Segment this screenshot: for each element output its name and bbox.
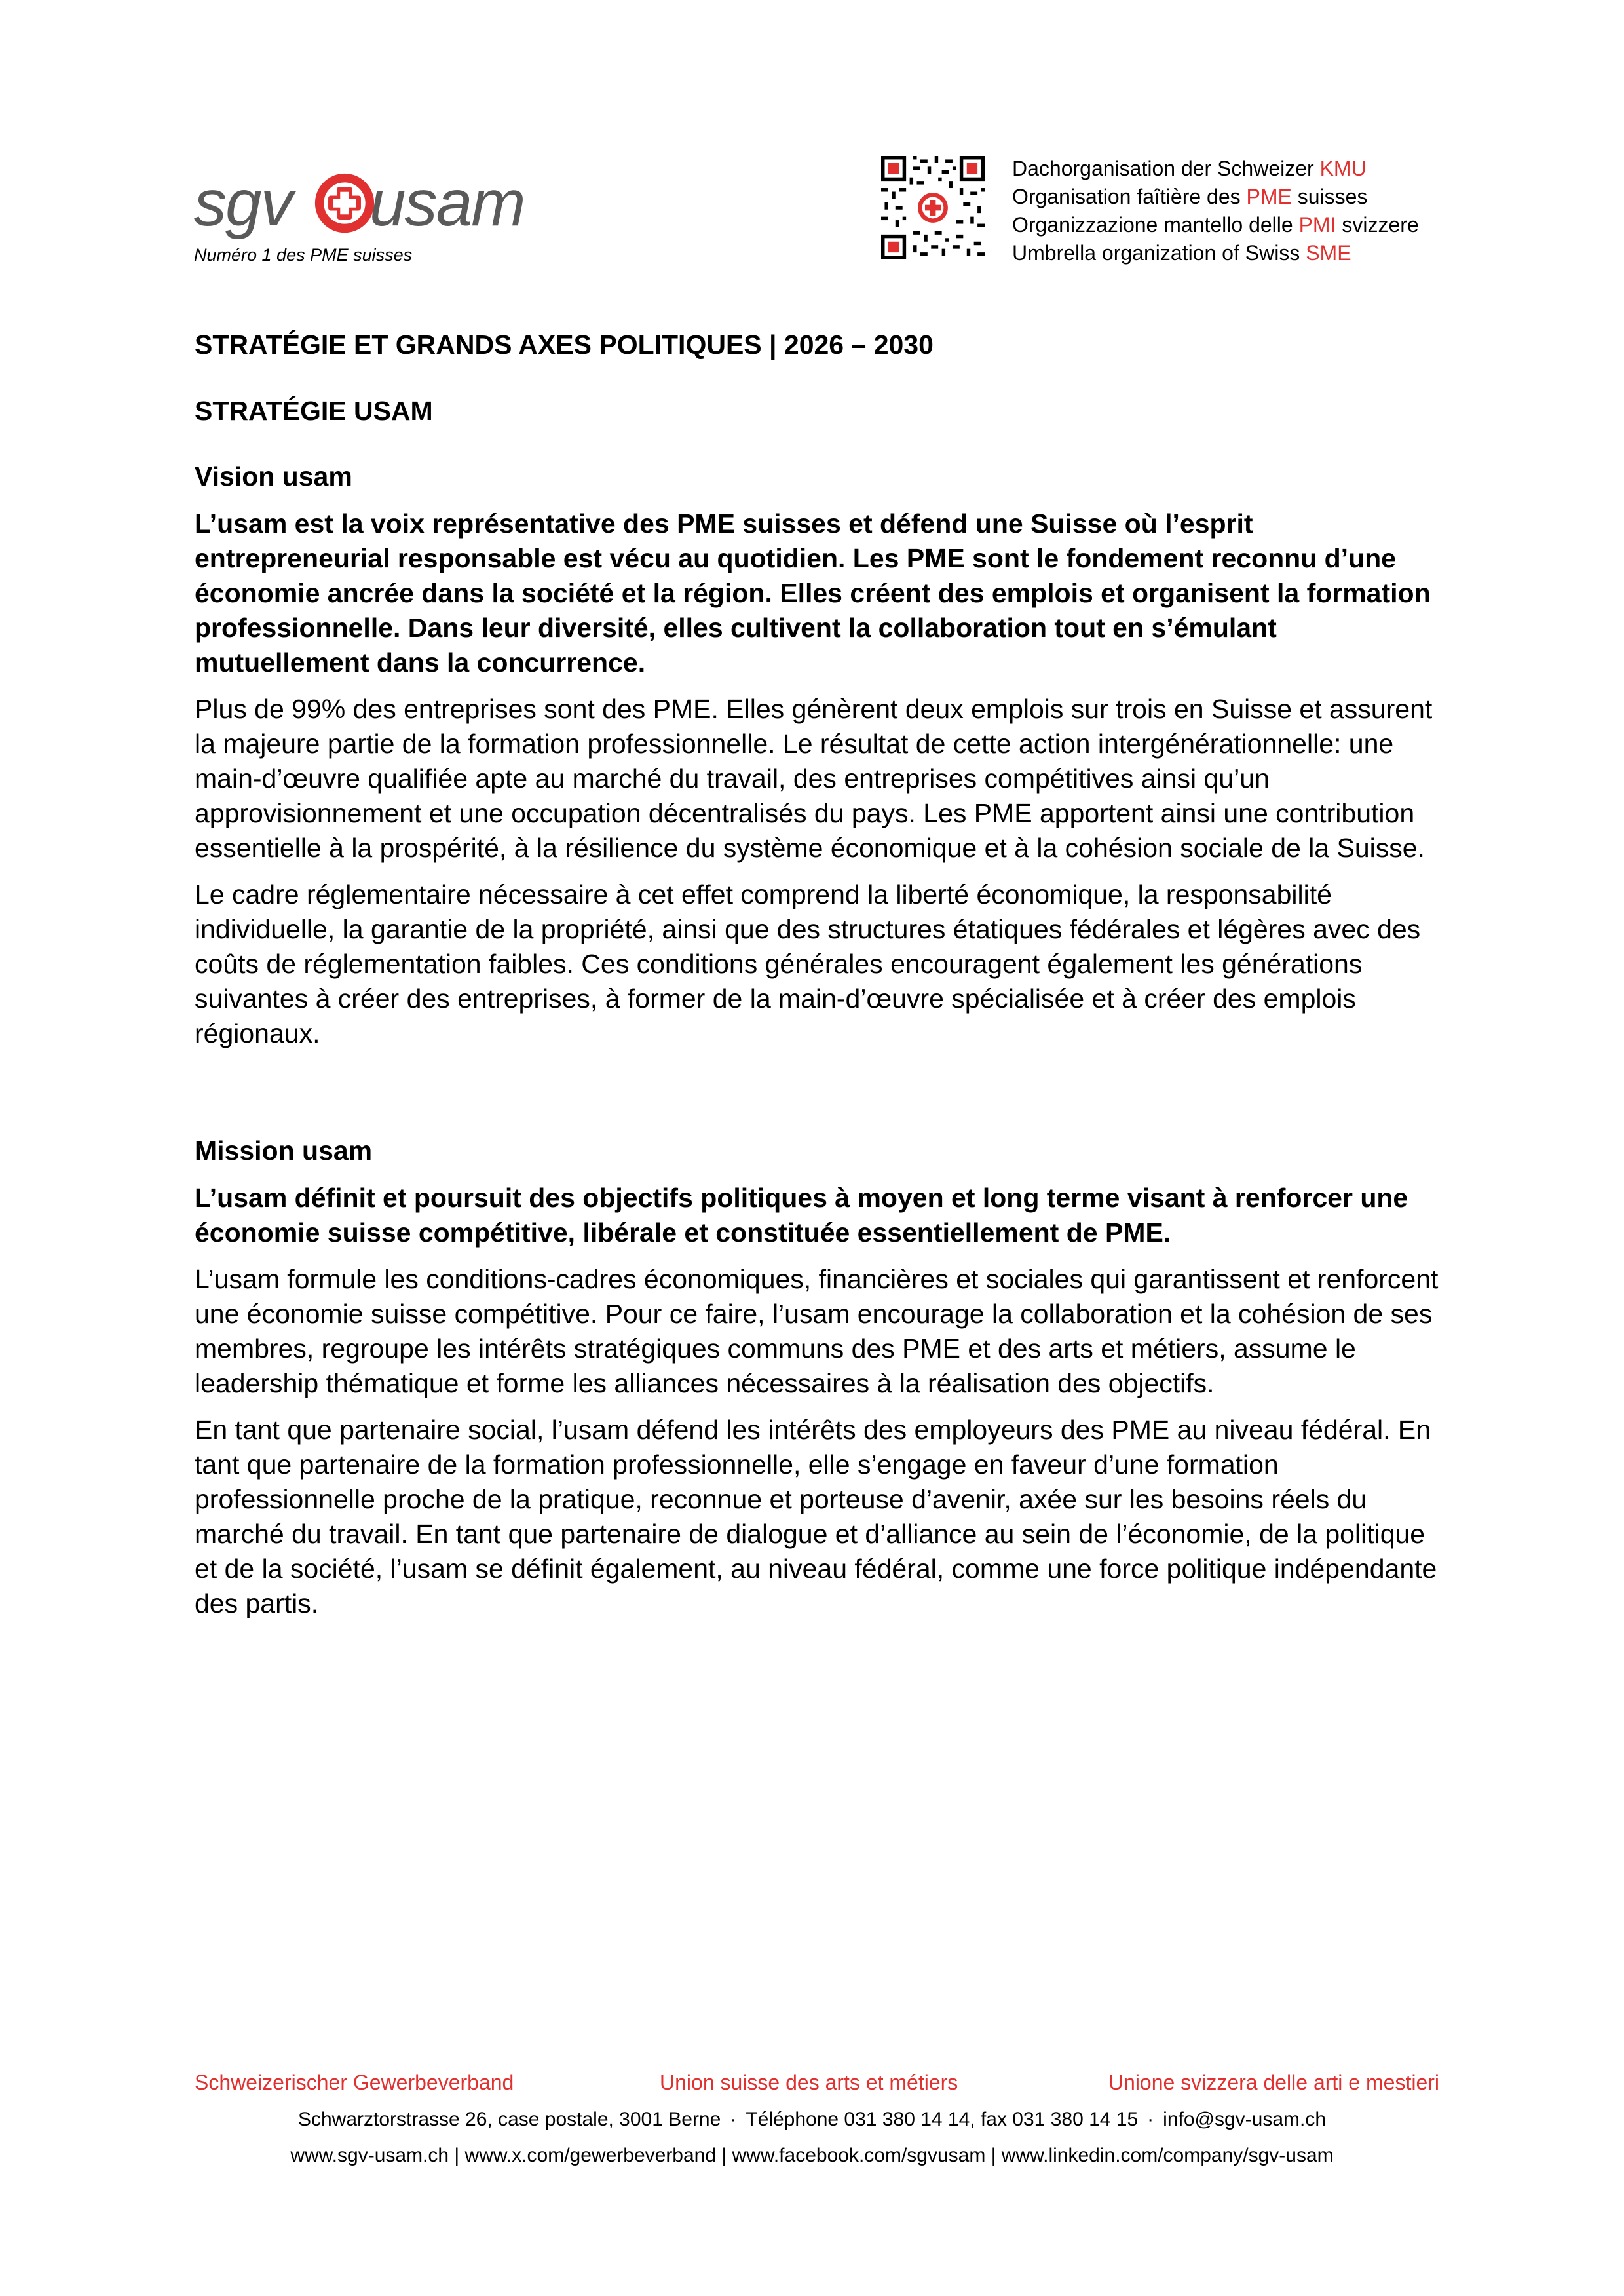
mission-lead: L’usam définit et poursuit des objectifs politiques à moyen et long terme visant à renforcer une économie suisse compétitive, libérale et constituée essentiellement de PME.: [195, 1183, 1408, 1248]
swiss-cross-logo-icon: [313, 172, 376, 235]
document-body: [195, 328, 1446, 1621]
vision-paragraph: Plus de 99% des entreprises sont des PME. Elles génèrent deux emplois sur trois en Suisse et assurent la majeure partie de la formation professionnelle. Le résultat de cette action intergénérationnelle: une main-d’œuvre qualifiée apte au marché du travail, des entreprises compétitives ainsi qu’un approvisionnement et une occupation décentralisés du pays. Les PME apportent ainsi une contribution essentielle à la prospérité, à la résilience du système économique et à la cohésion sociale de la Suisse.: [195, 694, 1433, 863]
qr-code-icon: [881, 156, 985, 259]
mission-heading: Mission usam: [195, 1136, 373, 1166]
footer-org-it: Unione svizzera delle arti e mestieri: [1108, 2071, 1439, 2094]
footer-separator: ·: [1147, 2109, 1154, 2130]
footer-address: Schwarztorstrasse 26, case postale, 3001 Berne: [297, 2109, 721, 2130]
section-title: STRATÉGIE USAM: [195, 396, 433, 426]
footer-organizations: [195, 2071, 1439, 2100]
footer-web-links[interactable]: www.sgv-usam.ch | www.x.com/gewerbeverband | www.facebook.com/sgvusam | www.linkedin.com/company/sgv-usam: [290, 2145, 1334, 2166]
footer-email-link[interactable]: info@sgv-usam.ch: [1163, 2109, 1327, 2130]
letterhead: [0, 0, 1624, 288]
org-line-en: Umbrella organization of Swiss SME: [1012, 241, 1351, 265]
org-line-de: Dachorganisation der Schweizer KMU: [1012, 157, 1367, 180]
footer-separator: ·: [730, 2109, 737, 2130]
org-line-fr: Organisation faîtière des PME suisses: [1012, 185, 1368, 208]
vision-lead: L’usam est la voix représentative des PME suisses et défend une Suisse où l’esprit entrepreneurial responsable est vécu au quotidien. Les PME sont le fondement reconnu d’une économie ancrée dans la société et la région. Elles créent des emplois et organisent la formation professionnelle. Dans leur diversité, elles cultivent la collaboration tout en s’émulant mutuellement dans la concurrence.: [195, 508, 1431, 678]
footer-phone: Téléphone 031 380 14 14, fax 031 380 14 15: [746, 2109, 1139, 2130]
footer-org-fr: Union suisse des arts et métiers: [660, 2071, 958, 2094]
footer-contact: [0, 2107, 1624, 2133]
org-line-it: Organizzazione mantello delle PMI svizzere: [1012, 213, 1419, 237]
organization-names: [1012, 155, 1471, 267]
footer-org-de: Schweizerischer Gewerbeverband: [195, 2071, 514, 2094]
vision-paragraph: Le cadre réglementaire nécessaire à cet effet comprend la liberté économique, la responsabilité individuelle, la garantie de la propriété, ainsi que des structures étatiques fédérales et légères avec des coûts de réglementation faibles. Ces conditions générales encouragent également les générations suivantes à créer des entreprises, à former de la main-d’œuvre spécialisée et à créer des emplois régionaux.: [195, 879, 1421, 1048]
logo-word-sgv: sgv: [194, 166, 292, 240]
vision-heading: Vision usam: [195, 461, 352, 491]
logo-tagline: Numéro 1 des PME suisses: [194, 245, 413, 265]
mission-paragraph: L’usam formule les conditions-cadres économiques, financières et sociales qui garantissent et renforcent une économie suisse compétitive. Pour ce faire, l’usam encourage la collaboration et la cohésion de ses membres, regroupe les intérêts stratégiques communs des PME et des arts et métiers, assume le leadership thématique et forme les alliances nécessaires à la réalisation des objectifs.: [195, 1264, 1439, 1398]
sgv-usam-logo: [194, 164, 561, 275]
document-title: STRATÉGIE ET GRANDS AXES POLITIQUES | 2026 – 2030: [195, 330, 934, 360]
mission-paragraph: En tant que partenaire social, l’usam défend les intérêts des employeurs des PME au niveau fédéral. En tant que partenaire de la formation professionnelle, elle s’engage en faveur d’une formation professionnelle proche de la pratique, reconnue et porteuse d’avenir, axée sur les besoins réels du marché du travail. En tant que partenaire de dialogue et d’alliance au sein de l’économie, de la politique et de la société, l’usam se définit également, au niveau fédéral, comme une force politique indépendante des partis.: [195, 1415, 1437, 1618]
logo-word-usam: usam: [369, 166, 525, 240]
